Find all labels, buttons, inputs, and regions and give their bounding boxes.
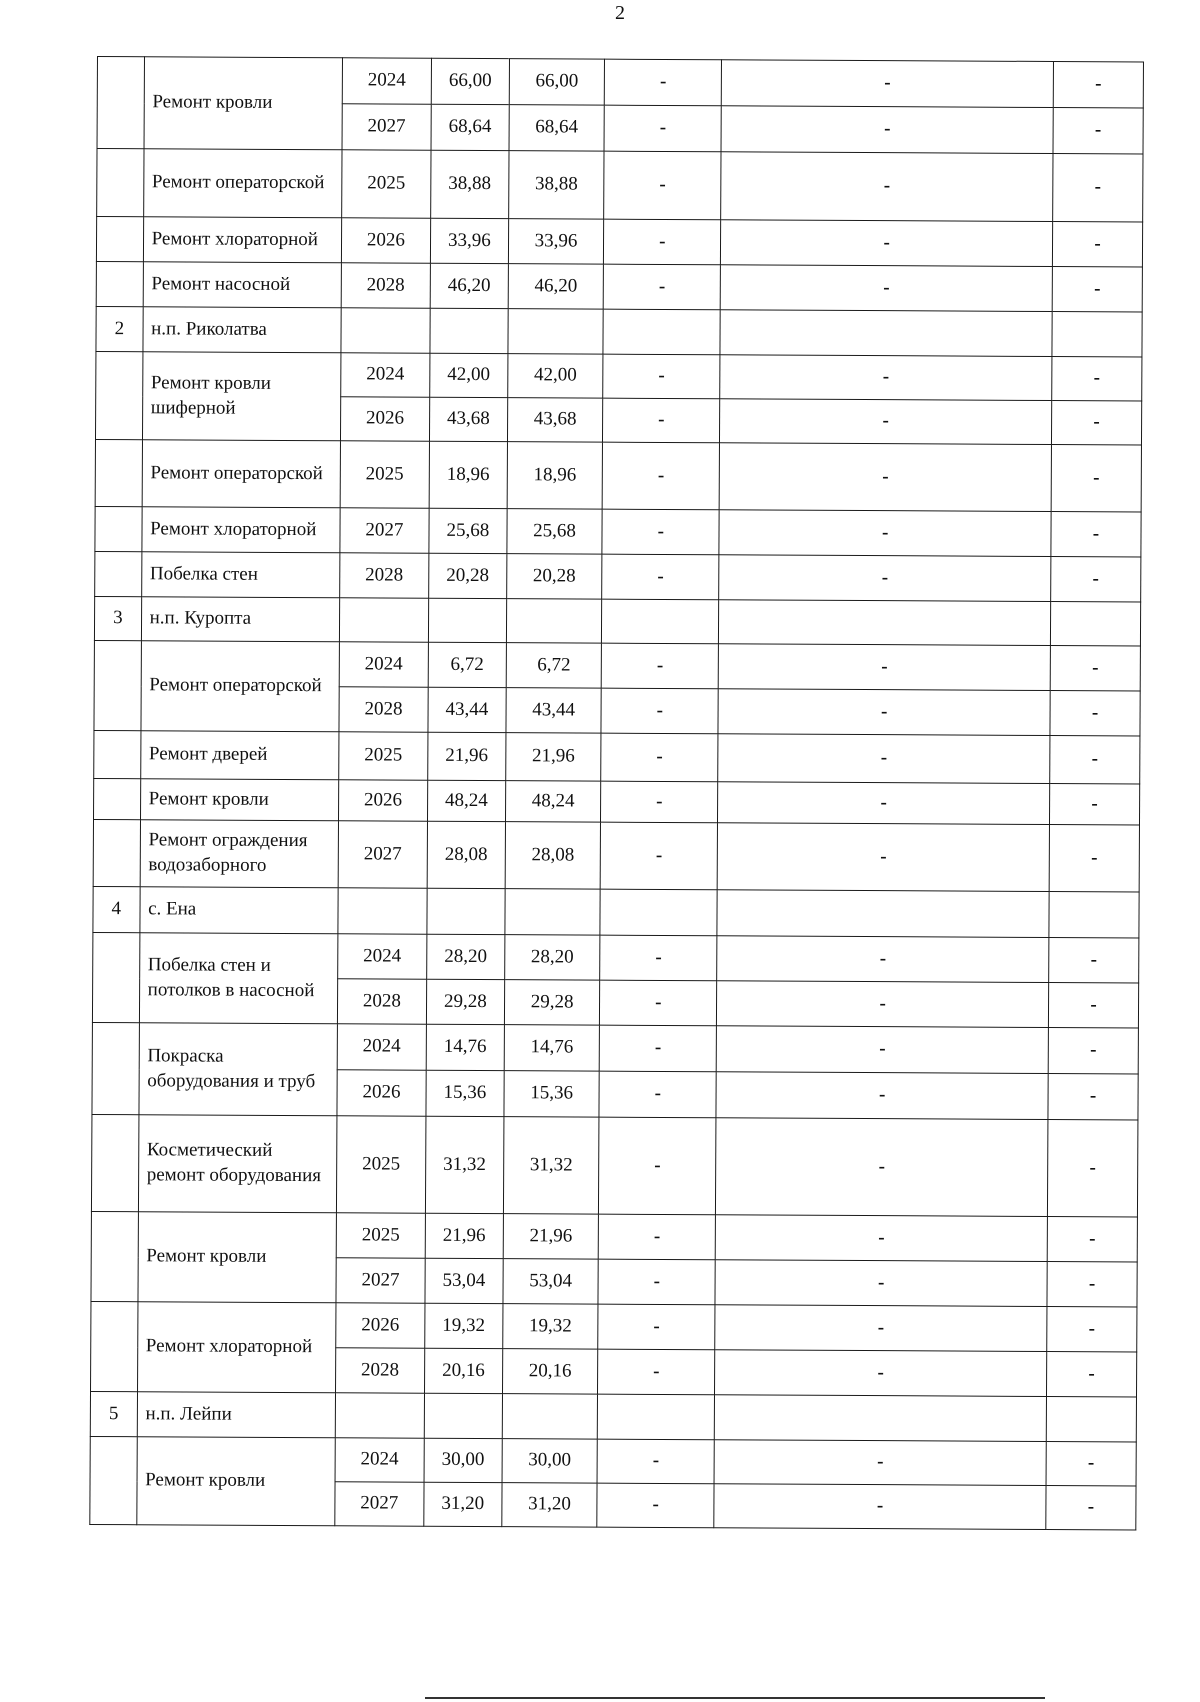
year-cell: 2024 xyxy=(341,353,430,397)
amount-budget-cell: 30,00 xyxy=(502,1439,598,1483)
row-number xyxy=(90,1436,137,1524)
empty-cell xyxy=(430,308,508,353)
section-name: н.п. Куропта xyxy=(141,597,340,642)
amount-col5-cell: - xyxy=(714,1484,1046,1530)
year-cell: 2028 xyxy=(335,1348,424,1393)
year-cell: 2026 xyxy=(341,218,430,263)
year-cell: 2025 xyxy=(336,1116,425,1213)
table-row xyxy=(94,640,1140,690)
amount-budget-cell: 43,44 xyxy=(506,688,602,733)
empty-cell xyxy=(508,309,604,354)
table-row xyxy=(95,439,1141,511)
amount-total-cell: 6,72 xyxy=(428,642,506,687)
empty-cell xyxy=(424,1393,502,1438)
table-row xyxy=(97,57,1143,108)
table-row xyxy=(95,506,1141,556)
year-cell: 2028 xyxy=(340,553,429,598)
amount-col5-cell: - xyxy=(721,152,1053,222)
page-number: 2 xyxy=(615,2,625,24)
amount-budget-cell: 42,00 xyxy=(508,354,604,398)
year-cell: 2026 xyxy=(340,397,429,441)
amount-col5-cell: - xyxy=(718,689,1050,736)
year-cell: 2028 xyxy=(337,979,426,1024)
year-cell: 2025 xyxy=(336,1213,425,1258)
row-number xyxy=(94,778,141,819)
amount-col6-cell: - xyxy=(1047,1119,1138,1216)
amount-total-cell: 21,96 xyxy=(428,732,506,780)
year-cell: 2026 xyxy=(336,1303,425,1348)
amount-col6-cell: - xyxy=(1050,646,1140,691)
amount-col6-cell: - xyxy=(1048,1027,1138,1073)
amount-budget-cell: 29,28 xyxy=(504,980,600,1025)
amount-budget-cell: 20,28 xyxy=(507,554,603,599)
year-cell: 2027 xyxy=(342,104,431,150)
amount-col5-cell: - xyxy=(718,782,1050,825)
row-number xyxy=(95,551,142,596)
amount-col4-cell: - xyxy=(601,688,718,734)
amount-col5-cell: - xyxy=(719,555,1051,602)
row-number xyxy=(92,932,139,1022)
amount-budget-cell: 20,16 xyxy=(502,1349,598,1394)
row-number xyxy=(97,57,144,149)
empty-cell xyxy=(597,1394,714,1440)
amount-col5-cell: - xyxy=(719,510,1051,557)
amount-budget-cell: 18,96 xyxy=(507,442,603,509)
amount-budget-cell: 66,00 xyxy=(509,59,605,105)
amount-col5-cell: - xyxy=(720,355,1052,401)
year-cell: 2025 xyxy=(340,441,429,508)
empty-cell xyxy=(1052,312,1142,357)
amount-col6-cell: - xyxy=(1048,982,1138,1027)
row-number xyxy=(97,149,144,217)
section-row xyxy=(90,1391,1136,1441)
amount-col5-cell: - xyxy=(720,265,1052,312)
row-number xyxy=(93,819,140,886)
empty-cell xyxy=(339,598,428,642)
amount-total-cell: 25,68 xyxy=(429,508,507,553)
row-number xyxy=(91,1114,138,1211)
amount-total-cell: 38,88 xyxy=(430,150,508,218)
amount-col6-cell: - xyxy=(1053,62,1143,108)
empty-cell xyxy=(717,890,1049,938)
empty-cell xyxy=(335,1393,424,1438)
amount-col4-cell: - xyxy=(598,1259,715,1305)
footer-line xyxy=(425,1697,1045,1699)
empty-cell xyxy=(506,599,602,643)
amount-total-cell: 19,32 xyxy=(425,1303,503,1348)
amount-budget-cell: 15,36 xyxy=(504,1071,600,1117)
year-cell: 2024 xyxy=(337,1024,426,1070)
amount-col5-cell: - xyxy=(718,644,1050,691)
amount-col6-cell: - xyxy=(1052,267,1142,312)
amount-budget-cell: 19,32 xyxy=(503,1304,599,1349)
amount-budget-cell: 33,96 xyxy=(508,219,604,264)
work-name: Ремонт операторской xyxy=(142,440,341,508)
amount-col4-cell: - xyxy=(600,980,717,1026)
amount-total-cell: 33,96 xyxy=(430,218,508,263)
empty-cell xyxy=(341,308,430,353)
amount-col5-cell: - xyxy=(722,60,1054,108)
year-cell: 2024 xyxy=(339,642,428,687)
amount-total-cell: 15,36 xyxy=(426,1070,504,1116)
amount-col4-cell: - xyxy=(603,264,720,310)
row-number xyxy=(95,351,142,439)
work-name: Ремонт кровли xyxy=(138,1212,337,1303)
amount-col4-cell: - xyxy=(600,935,717,981)
amount-col6-cell: - xyxy=(1053,108,1143,154)
table-body xyxy=(90,57,1144,1530)
amount-budget-cell: 14,76 xyxy=(504,1025,600,1071)
amount-col5-cell: - xyxy=(715,1305,1047,1352)
amount-budget-cell: 31,20 xyxy=(502,1483,598,1527)
amount-total-cell: 66,00 xyxy=(431,58,509,104)
work-name: Ремонт хлораторной xyxy=(137,1302,336,1393)
amount-col4-cell: - xyxy=(597,1439,714,1484)
amount-col6-cell: - xyxy=(1050,735,1140,783)
year-cell: 2027 xyxy=(336,1258,425,1303)
table-row xyxy=(90,1436,1136,1485)
row-number xyxy=(96,217,143,262)
amount-col4-cell: - xyxy=(603,354,720,399)
section-number: 4 xyxy=(93,886,140,932)
section-row xyxy=(93,886,1139,937)
table-row xyxy=(96,261,1142,311)
amount-col6-cell: - xyxy=(1047,1261,1137,1306)
amount-total-cell: 43,44 xyxy=(428,687,506,732)
amount-total-cell: 43,68 xyxy=(429,397,507,441)
amount-col5-cell: - xyxy=(719,443,1051,512)
amount-total-cell: 30,00 xyxy=(424,1438,502,1482)
amount-col6-cell: - xyxy=(1046,1351,1136,1396)
amount-col6-cell: - xyxy=(1047,1216,1137,1261)
amount-col4-cell: - xyxy=(601,733,718,782)
amount-total-cell: 20,16 xyxy=(424,1348,502,1393)
amount-budget-cell: 38,88 xyxy=(509,151,605,219)
amount-budget-cell: 25,68 xyxy=(507,509,603,554)
row-number xyxy=(95,439,142,506)
amount-col4-cell: - xyxy=(599,1025,716,1072)
amount-budget-cell: 21,96 xyxy=(503,1214,599,1259)
empty-cell xyxy=(427,888,505,934)
year-cell: 2028 xyxy=(341,263,430,308)
empty-cell xyxy=(505,889,601,935)
empty-cell xyxy=(1046,1396,1136,1441)
amount-col5-cell: - xyxy=(721,220,1053,267)
amount-total-cell: 28,08 xyxy=(427,821,505,888)
amount-total-cell: 14,76 xyxy=(426,1024,504,1070)
empty-cell xyxy=(600,889,717,936)
amount-col4-cell: - xyxy=(602,554,719,600)
table-row xyxy=(96,351,1142,400)
section-row xyxy=(94,596,1140,645)
year-cell: 2024 xyxy=(338,934,427,979)
amount-total-cell: 48,24 xyxy=(427,780,505,821)
amount-col5-cell: - xyxy=(720,399,1052,445)
amount-col6-cell: - xyxy=(1051,445,1141,512)
table-row xyxy=(91,1301,1137,1351)
amount-total-cell: 46,20 xyxy=(430,263,508,308)
amount-col4-cell: - xyxy=(602,442,719,510)
amount-total-cell: 28,20 xyxy=(426,934,504,979)
work-name: Ремонт хлораторной xyxy=(141,507,340,553)
amount-col6-cell: - xyxy=(1052,357,1142,401)
amount-col4-cell: - xyxy=(601,643,718,689)
amount-col5-cell: - xyxy=(721,106,1053,154)
amount-total-cell: 29,28 xyxy=(426,979,504,1024)
amount-col5-cell: - xyxy=(716,1118,1048,1217)
row-number xyxy=(96,261,143,306)
work-name: Побелка стен xyxy=(141,552,340,598)
amount-budget-cell: 21,96 xyxy=(506,733,602,781)
amount-total-cell: 20,28 xyxy=(428,553,506,598)
amount-col4-cell: - xyxy=(604,219,721,265)
amount-budget-cell: 48,24 xyxy=(505,781,601,822)
year-cell: 2027 xyxy=(335,1482,424,1526)
table-row xyxy=(97,149,1143,222)
amount-col5-cell: - xyxy=(717,981,1049,1028)
year-cell: 2025 xyxy=(342,150,431,218)
amount-col5-cell: - xyxy=(716,1026,1048,1074)
section-number: 2 xyxy=(96,306,143,351)
amount-budget-cell: 28,20 xyxy=(505,935,601,980)
year-cell: 2026 xyxy=(338,780,427,821)
amount-col4-cell: - xyxy=(598,1349,715,1395)
table-row xyxy=(91,1114,1137,1216)
amount-total-cell: 31,20 xyxy=(424,1482,502,1526)
amount-col6-cell: - xyxy=(1047,1306,1137,1351)
row-number xyxy=(94,640,141,730)
amount-col4-cell: - xyxy=(604,59,721,106)
amount-total-cell: 53,04 xyxy=(425,1258,503,1303)
section-name: н.п. Риколатва xyxy=(143,307,342,353)
amount-col6-cell: - xyxy=(1049,783,1139,824)
amount-col6-cell: - xyxy=(1052,222,1142,267)
amount-total-cell: 68,64 xyxy=(431,104,509,150)
row-number xyxy=(95,506,142,551)
amount-col5-cell: - xyxy=(715,1260,1047,1307)
row-number xyxy=(92,1022,139,1114)
amount-col4-cell: - xyxy=(598,1304,715,1350)
empty-cell xyxy=(1049,891,1139,937)
amount-col5-cell: - xyxy=(716,1215,1048,1262)
empty-cell xyxy=(428,598,506,642)
empty-cell xyxy=(602,599,719,644)
amount-col4-cell: - xyxy=(604,105,721,152)
work-name: Ремонт кровли шиферной xyxy=(142,352,341,441)
empty-cell xyxy=(502,1394,598,1439)
year-cell: 2028 xyxy=(339,687,428,732)
section-number: 3 xyxy=(94,596,141,640)
section-name: с. Ена xyxy=(140,887,339,934)
work-name: Ремонт дверей xyxy=(140,731,339,780)
row-number xyxy=(91,1301,138,1391)
amount-total-cell: 18,96 xyxy=(429,441,507,508)
year-cell: 2024 xyxy=(342,58,431,104)
year-cell: 2027 xyxy=(340,508,429,553)
amount-col6-cell: - xyxy=(1051,401,1141,445)
work-name: Ремонт операторской xyxy=(143,149,342,218)
table-row xyxy=(93,932,1139,982)
amount-col4-cell: - xyxy=(604,151,721,220)
amount-col4-cell: - xyxy=(597,1483,714,1528)
table-row xyxy=(94,730,1140,783)
amount-col4-cell: - xyxy=(599,1117,717,1215)
table-row xyxy=(96,217,1142,267)
work-name: Побелка стен и потолков в насосной xyxy=(139,933,338,1024)
empty-cell xyxy=(603,309,720,355)
amount-col6-cell: - xyxy=(1053,154,1143,222)
table-row xyxy=(94,778,1140,824)
table-row xyxy=(93,819,1139,891)
amount-col4-cell: - xyxy=(598,1214,715,1260)
amount-budget-cell: 53,04 xyxy=(503,1259,599,1304)
amount-budget-cell: 68,64 xyxy=(509,105,605,151)
empty-cell xyxy=(715,1395,1047,1442)
repair-schedule-table xyxy=(89,56,1144,1530)
amount-col6-cell: - xyxy=(1051,512,1141,557)
amount-col4-cell: - xyxy=(600,822,717,890)
amount-col6-cell: - xyxy=(1046,1441,1136,1485)
amount-col5-cell: - xyxy=(717,936,1049,983)
section-row xyxy=(96,306,1142,356)
amount-budget-cell: 31,32 xyxy=(503,1117,599,1214)
work-name: Ремонт кровли xyxy=(144,57,343,150)
amount-budget-cell: 28,08 xyxy=(505,822,601,889)
amount-col6-cell: - xyxy=(1046,1485,1136,1529)
work-name: Ремонт хлораторной xyxy=(143,217,342,263)
year-cell: 2025 xyxy=(339,732,428,780)
table-row xyxy=(91,1211,1137,1261)
table-row xyxy=(95,551,1141,601)
empty-cell xyxy=(1050,602,1140,646)
amount-col4-cell: - xyxy=(601,781,718,823)
work-name: Ремонт операторской xyxy=(141,641,340,732)
amount-col6-cell: - xyxy=(1051,557,1141,602)
work-name: Косметический ремонт оборудования xyxy=(138,1115,337,1213)
amount-col5-cell: - xyxy=(715,1350,1047,1397)
amount-col4-cell: - xyxy=(602,509,719,555)
amount-col6-cell: - xyxy=(1050,690,1140,735)
amount-col5-cell: - xyxy=(718,734,1050,784)
year-cell: 2024 xyxy=(335,1438,424,1482)
empty-cell xyxy=(719,600,1051,646)
year-cell: 2027 xyxy=(338,821,427,888)
amount-col4-cell: - xyxy=(603,398,720,443)
table-row xyxy=(92,1022,1138,1073)
amount-budget-cell: 46,20 xyxy=(508,264,604,309)
amount-col5-cell: - xyxy=(714,1440,1046,1486)
amount-col6-cell: - xyxy=(1049,824,1139,891)
work-name: Ремонт насосной xyxy=(143,262,342,308)
amount-budget-cell: 43,68 xyxy=(507,398,603,442)
work-name: Ремонт ограждения водозаборного xyxy=(140,820,339,888)
work-name: Ремонт кровли xyxy=(140,779,339,821)
amount-col4-cell: - xyxy=(599,1071,716,1118)
row-number xyxy=(91,1211,138,1301)
amount-col5-cell: - xyxy=(717,823,1049,892)
amount-col6-cell: - xyxy=(1048,1073,1138,1119)
row-number xyxy=(94,730,141,778)
year-cell: 2026 xyxy=(337,1070,426,1116)
section-name: н.п. Лейпи xyxy=(137,1392,336,1438)
amount-total-cell: 21,96 xyxy=(425,1213,503,1258)
empty-cell xyxy=(720,310,1052,357)
amount-total-cell: 42,00 xyxy=(430,353,508,397)
amount-col5-cell: - xyxy=(716,1072,1048,1120)
amount-col6-cell: - xyxy=(1049,937,1139,982)
work-name: Покраска оборудования и труб xyxy=(139,1023,338,1116)
table-container xyxy=(89,56,1144,1530)
section-number: 5 xyxy=(90,1391,137,1436)
work-name: Ремонт кровли xyxy=(136,1437,335,1526)
amount-budget-cell: 6,72 xyxy=(506,643,602,688)
empty-cell xyxy=(338,888,427,934)
amount-total-cell: 31,32 xyxy=(425,1116,504,1213)
